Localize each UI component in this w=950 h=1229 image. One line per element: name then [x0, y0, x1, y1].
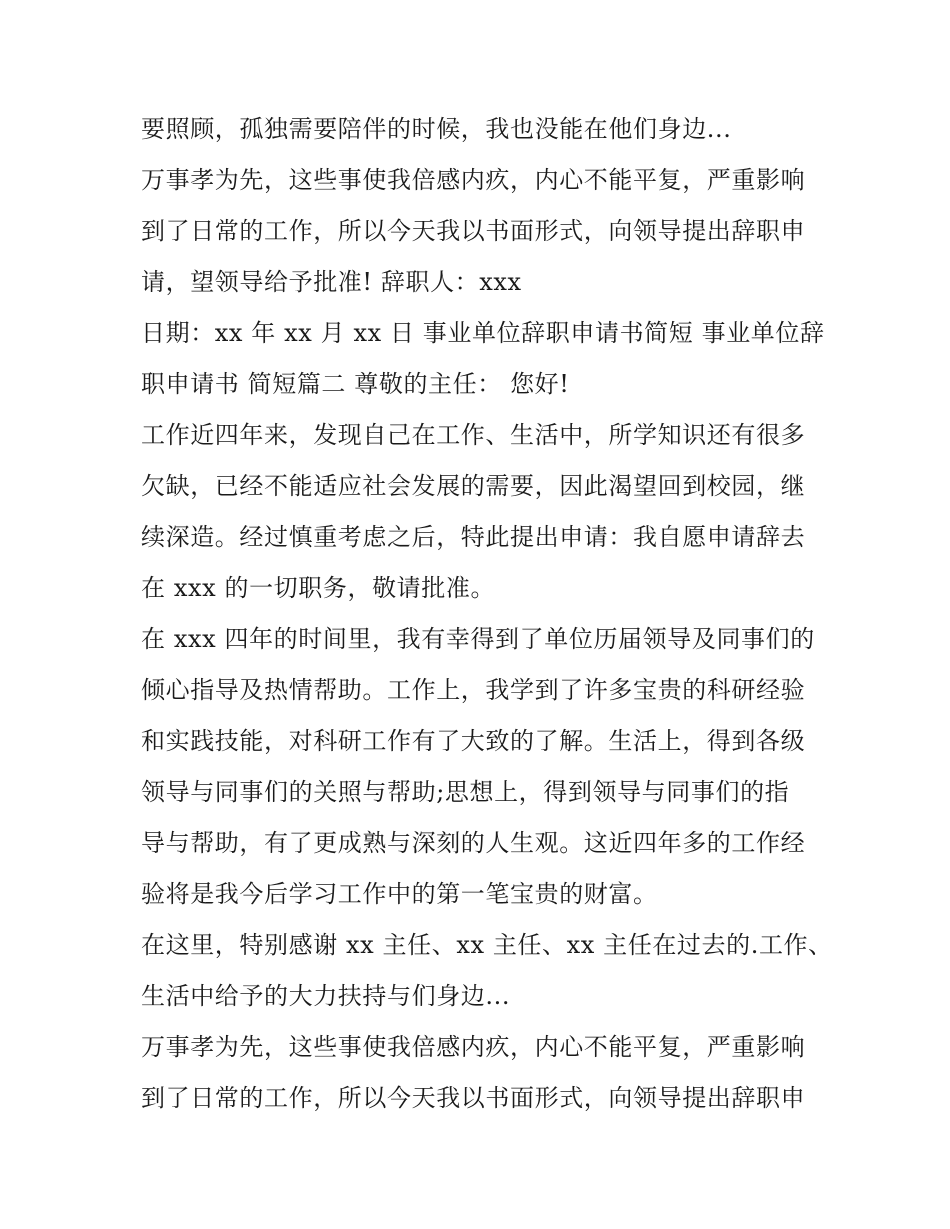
text-line: 在 xxx 的一切职务，敬请批准。 [141, 574, 496, 602]
text-line: 要照顾，孤独需要陪伴的时候，我也没能在他们身边... [141, 115, 732, 143]
document-body [141, 104, 833, 1124]
text-line: 日期：xx 年 xx 月 xx 日 事业单位辞职申请书简短 事业单位辞 [141, 319, 825, 347]
text-line: 倾心指导及热情帮助。工作上，我学到了许多宝贵的科研经验 [141, 676, 806, 704]
text-line: 领导与同事们的关照与帮助;思想上，得到领导与同事们的指 [141, 778, 790, 806]
text-line: 职申请书 简短篇二 尊敬的主任： 您好! [141, 370, 570, 398]
text-line: 到了日常的工作，所以今天我以书面形式，向领导提出辞职申 [141, 217, 806, 245]
text-line: 请，望领导给予批准! 辞职人：xxx [141, 268, 522, 296]
text-line: 到了日常的工作，所以今天我以书面形式，向领导提出辞职申 [141, 1084, 806, 1112]
text-line: 在 xxx 四年的时间里，我有幸得到了单位历届领导及同事们的 [141, 625, 815, 653]
text-line: 在这里，特别感谢 xx 主任、xx 主任、xx 主任在过去的.工作、 [141, 931, 833, 959]
text-line: 生活中给予的大力扶持与们身边... [141, 982, 511, 1010]
text-line: 和实践技能，对科研工作有了大致的了解。生活上，得到各级 [141, 727, 806, 755]
text-line: 工作近四年来，发现自己在工作、生活中，所学知识还有很多 [141, 421, 806, 449]
text-line: 导与帮助，有了更成熟与深刻的人生观。这近四年多的工作经 [141, 829, 806, 857]
text-line: 欠缺，已经不能适应社会发展的需要，因此渴望回到校园，继 [141, 472, 806, 500]
text-line: 万事孝为先，这些事使我倍感内疚，内心不能平复，严重影响 [141, 1033, 806, 1061]
text-line: 验将是我今后学习工作中的第一笔宝贵的财富。 [141, 880, 658, 908]
text-line: 续深造。经过慎重考虑之后，特此提出申请：我自愿申请辞去 [141, 523, 806, 551]
text-line: 万事孝为先，这些事使我倍感内疚，内心不能平复，严重影响 [141, 166, 806, 194]
